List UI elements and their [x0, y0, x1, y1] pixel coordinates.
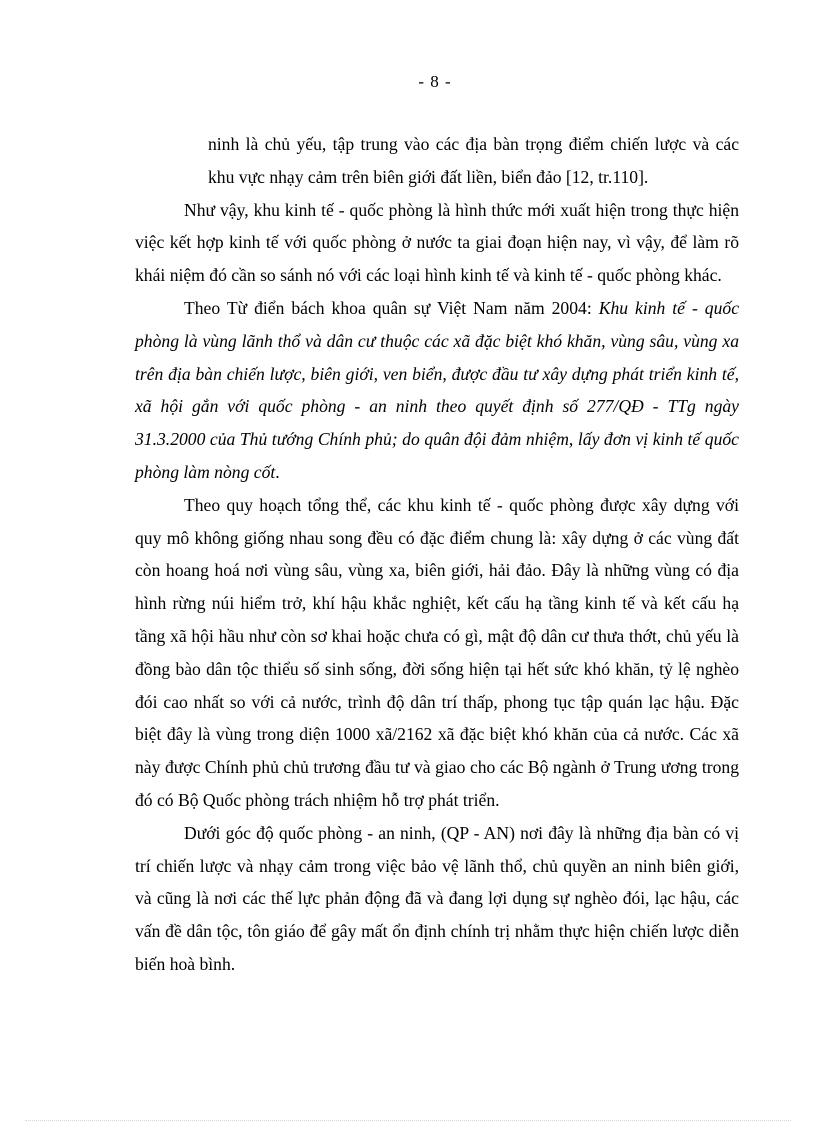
page-number: - 8 - [418, 72, 452, 91]
paragraph-quote-continuation: ninh là chủ yếu, tập trung vào các địa bàn trọng điểm chiến lược và các khu vực nhạy cảm trên biên giới đất liền, biển đảo [12, tr.110]. [208, 134, 739, 187]
page-bottom-rule [25, 1120, 791, 1121]
paragraph-encyclopedia-definition [135, 292, 739, 489]
definition-intro: Theo Từ điển bách khoa quân sự Việt Nam năm 2004: [184, 297, 599, 318]
paragraph-defense-security: Dưới góc độ quốc phòng - an ninh, (QP - AN) nơi đây là những địa bàn có vị trí chiến lược và nhạy cảm trong việc bảo vệ lãnh thổ, chủ quyền an ninh biên giới, và cũng là nơi các thế lực phản động đã và đang lợi dụng sự nghèo đói, lạc hậu, các vấn đề dân tộc, tôn giáo để gây mất ổn định chính trị nhằm thực hiện chiến lược diễn biến hoà bình. [135, 822, 739, 974]
definition-text: Khu kinh tế - quốc phòng là vùng lãnh thổ và dân cư thuộc các xã đặc biệt khó khăn, vùng sâu, vùng xa trên địa bàn chiến lược, biên giới, ven biển, được đầu tư xây dựng phát triển kinh tế, xã hội gắn với quốc phòng - an ninh theo quyết định số 277/QĐ - TTg ngày 31.3.2000 của Thủ tướng Chính phủ; do quân đội đảm nhiệm, lấy đơn vị kinh tế quốc phòng làm nòng cốt [135, 297, 740, 482]
paragraph-master-plan: Theo quy hoạch tổng thể, các khu kinh tế - quốc phòng được xây dựng với quy mô không giống nhau song đều có đặc điểm chung là: xây dựng ở các vùng đất còn hoang hoá nơi vùng sâu, vùng xa, biên giới, hải đảo. Đây là những vùng có địa hình rừng núi hiểm trở, khí hậu khắc nghiệt, kết cấu hạ tầng kinh tế và kết cấu hạ tầng xã hội hầu như còn sơ khai hoặc chưa có gì, mật độ dân cư thưa thớt, chủ yếu là đồng bào dân tộc thiểu số sinh sống, đời sống hiện tại hết sức khó khăn, tỷ lệ nghèo đói cao nhất so với cả nước, trình độ dân trí thấp, phong tục tập quán lạc hậu. Đặc biệt đây là vùng trong diện 1000 xã/2162 xã đặc biệt khó khăn của cả nước. Các xã này được Chính phủ chủ trương đầu tư và giao cho các Bộ ngành ở Trung ương trong đó có Bộ Quốc phòng trách nhiệm hỗ trợ phát triển. [135, 494, 739, 810]
page-body [135, 128, 739, 981]
paragraph-comparison: Như vậy, khu kinh tế - quốc phòng là hình thức mới xuất hiện trong thực hiện việc kết hợp kinh tế với quốc phòng ở nước ta giai đoạn hiện nay, vì vậy, để làm rõ khái niệm đó cần so sánh nó với các loại hình kinh tế và kinh tế - quốc phòng khác. [135, 199, 739, 286]
definition-end: . [275, 461, 280, 482]
